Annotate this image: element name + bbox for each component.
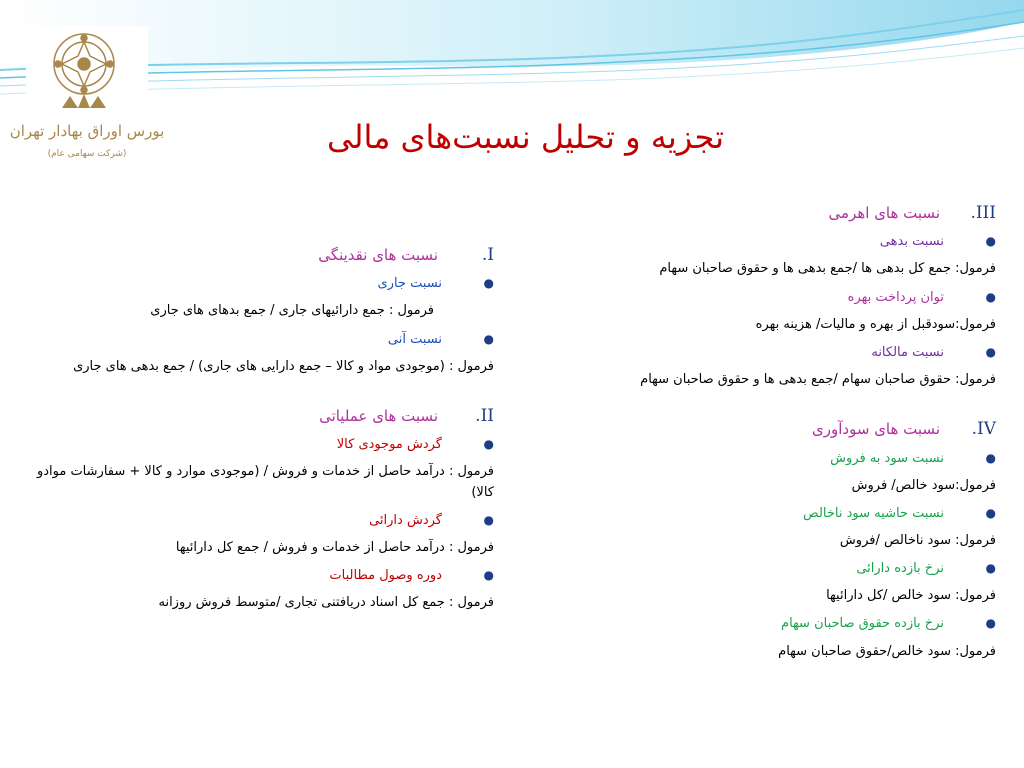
svg-text:بورس اوراق بهادار تهران: بورس اوراق بهادار تهران bbox=[9, 122, 165, 140]
section-number: IV. bbox=[971, 419, 996, 440]
list-item: ● گردش دارائی bbox=[369, 512, 494, 528]
list-item: ● نسبت حاشیه سود ناخالص bbox=[803, 505, 996, 521]
bullet-icon: ● bbox=[483, 437, 494, 452]
list-item: ● توان پرداخت بهره bbox=[847, 289, 996, 305]
list-item: ● دوره وصول مطالبات bbox=[329, 567, 494, 583]
section-number: I. bbox=[481, 245, 494, 265]
formula-text: فرمول : درآمد حاصل از خدمات و فروش / (موجودی موارد و کالا + سفارشات موادو کالا) bbox=[36, 464, 494, 500]
formula-text: فرمول:سود خالص/ فروش bbox=[851, 477, 996, 493]
section-label: نسبت های نقدینگی bbox=[318, 246, 438, 264]
section-leverage-ratios bbox=[556, 200, 996, 226]
page-title: تجزیه و تحلیل نسبت‌های مالی bbox=[327, 118, 724, 156]
formula-text: فرمول: جمع کل بدهی ها /جمع بدهی ها و حقوق صاحبان سهام bbox=[659, 261, 996, 277]
list-item: ● نسبت جاری bbox=[377, 276, 494, 292]
section-label: نسبت های سودآوری bbox=[812, 420, 940, 439]
bullet-icon: ● bbox=[985, 344, 996, 359]
section-number: II. bbox=[475, 405, 494, 426]
formula-text: فرمول : جمع کل اسناد دریافتنی تجاری /متوسط فروش روزانه bbox=[158, 595, 494, 611]
formula-text: فرمول:سودقبل از بهره و مالیات/ هزینه بهره bbox=[755, 316, 996, 332]
svg-text:(شرکت سهامی عام): (شرکت سهامی عام) bbox=[47, 149, 127, 159]
bullet-icon: ● bbox=[985, 234, 996, 249]
bullet-icon: ● bbox=[985, 616, 996, 631]
formula-text: فرمول : جمع دارائیهای جاری / جمع بدهای های جاری bbox=[150, 303, 434, 319]
formula-text: فرمول: سود خالص /کل دارائیها bbox=[826, 588, 996, 604]
section-number: III. bbox=[970, 203, 996, 223]
header-wave-decoration bbox=[0, 0, 1024, 110]
formula-text: فرمول: حقوق صاحبان سهام /جمع بدهی ها و حقوق صاحبان سهام bbox=[640, 372, 996, 388]
formula-text: فرمول: سود خالص/حقوق صاحبان سهام bbox=[778, 643, 996, 659]
left-column bbox=[24, 242, 494, 621]
bullet-icon: ● bbox=[985, 450, 996, 465]
logo-emblem-icon bbox=[9, 26, 165, 186]
formula-text: فرمول: سود ناخالص /فروش bbox=[839, 532, 996, 548]
list-item: ● نرخ بازده حقوق صاحبان سهام bbox=[781, 616, 996, 632]
formula-text: فرمول : (موجودی مواد و کالا – جمع دارایی های جاری) / جمع بدهی های جاری bbox=[73, 358, 494, 374]
bullet-icon: ● bbox=[483, 276, 494, 291]
list-item: ● نسبت بدهی bbox=[879, 234, 996, 250]
section-operating-ratios bbox=[24, 403, 494, 429]
list-item: ● نسبت سود به فروش bbox=[830, 450, 996, 466]
bullet-icon: ● bbox=[483, 567, 494, 582]
bullet-icon: ● bbox=[483, 512, 494, 527]
list-item: ● گردش موجودی کالا bbox=[336, 437, 494, 453]
bullet-icon: ● bbox=[985, 289, 996, 304]
bullet-icon: ● bbox=[483, 331, 494, 346]
section-profitability-ratios bbox=[556, 416, 996, 442]
section-label: نسبت های عملیاتی bbox=[319, 406, 438, 425]
right-column bbox=[556, 200, 996, 670]
list-item: ● نسبت مالکانه bbox=[871, 344, 996, 360]
formula-text: فرمول : درآمد حاصل از خدمات و فروش / جمع کل دارائیها bbox=[175, 539, 494, 555]
section-liquidity-ratios bbox=[24, 242, 494, 268]
bullet-icon: ● bbox=[985, 561, 996, 576]
list-item: ● نرخ بازده دارائی bbox=[856, 561, 996, 577]
tse-logo bbox=[9, 26, 165, 186]
list-item: ● نسبت آنی bbox=[387, 331, 494, 347]
section-label: نسبت های اهرمی bbox=[828, 204, 940, 222]
bullet-icon: ● bbox=[985, 505, 996, 520]
